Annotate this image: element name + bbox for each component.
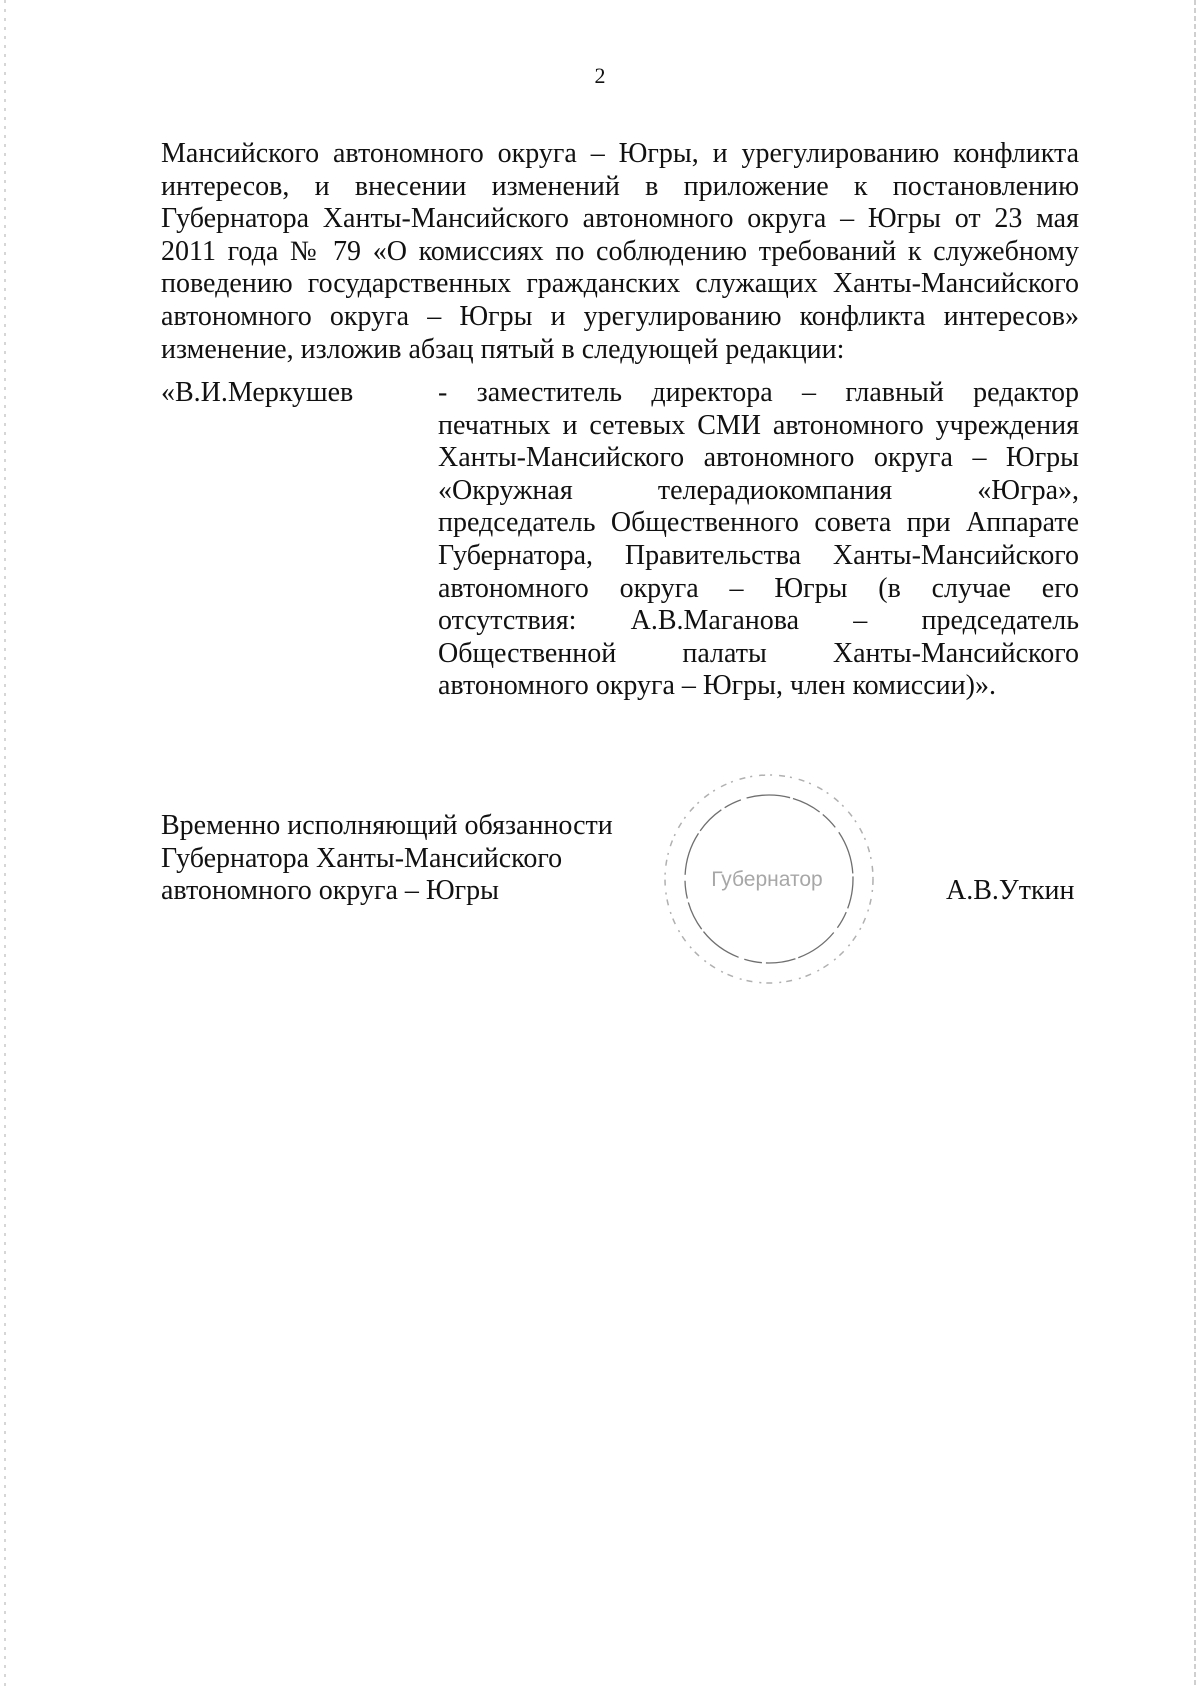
description-line: «Окружная телерадиокомпания «Югра», (438, 474, 1079, 506)
body-line: изменение, изложив абзац пятый в следующей редакции: (161, 333, 845, 365)
signatory-title-line: Губернатора Ханты-Мансийского (161, 842, 563, 874)
description-line: Общественной палаты Ханты-Мансийского (438, 637, 1079, 669)
member-name: «В.И.Меркушев (161, 377, 354, 408)
body-paragraph (161, 138, 1079, 366)
description-line: автономного округа – Югры, член комиссии)». (438, 670, 996, 702)
description-line: автономного округа – Югры (в случае его (438, 572, 1079, 604)
body-line: интересов, и внесении изменений в приложение к постановлению (161, 170, 1079, 202)
signatory-title (161, 810, 613, 908)
description-line: Ханты-Мансийского автономного округа – Югры (438, 442, 1079, 474)
signatory-title-line: автономного округа – Югры (161, 875, 499, 907)
body-line: автономного округа – Югры и урегулированию конфликта интересов» (161, 300, 1079, 332)
stamp-seal-graphic (658, 768, 880, 990)
description-line: печатных и сетевых СМИ автономного учреждения (438, 409, 1079, 441)
page-number: 2 (594, 63, 606, 88)
description-line: отсутствия: А.В.Маганова – председатель (438, 605, 1079, 637)
description-line: председатель Общественного совета при Аппарате (438, 507, 1079, 539)
signatory-name: А.В.Уткин (946, 875, 1075, 906)
body-line: Губернатора Ханты-Мансийского автономного округа – Югры от 23 мая (161, 203, 1079, 235)
member-description (438, 377, 1079, 703)
description-line: Губернатора, Правительства Ханты-Мансийского (438, 539, 1079, 571)
signatory-title-line: Временно исполняющий обязанности (161, 810, 613, 841)
body-line: поведению государственных гражданских служащих Ханты-Мансийского (161, 268, 1079, 300)
description-line: - заместитель директора – главный редактор (438, 377, 1079, 408)
body-line: 2011 года № 79 «О комиссиях по соблюдению требований к служебному (161, 235, 1079, 267)
scan-edge-right (1194, 0, 1196, 1686)
official-stamp (658, 768, 880, 990)
body-line: Мансийского автономного округа – Югры, и урегулированию конфликта (161, 138, 1079, 169)
stamp-text: Губернатор (711, 868, 823, 891)
scan-edge-left (4, 0, 6, 1686)
